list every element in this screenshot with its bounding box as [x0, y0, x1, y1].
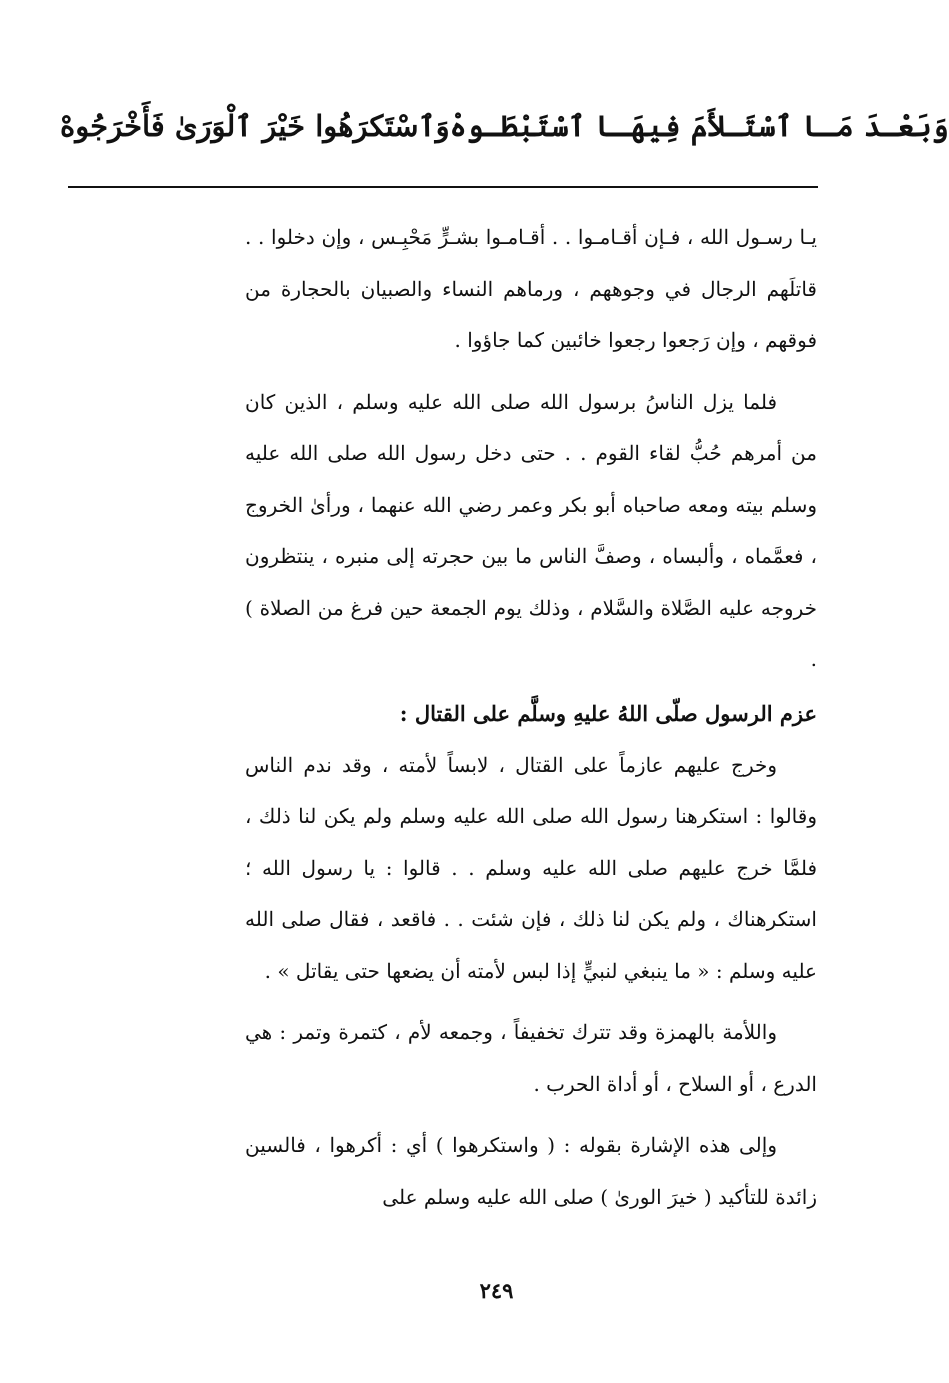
header-divider	[68, 186, 818, 188]
paragraph-5: وإلى هذه الإشارة بقوله : ( واستكرهوا ) أي : أكرهوا ، فالسين زائدة للتأكيد ( خيرَ الورىٰ ) صلى الله عليه وسلم على	[245, 1133, 817, 1209]
body-text	[245, 212, 817, 1223]
paragraph-4: واللأمة بالهمزة وقد تترك تخفيفاً ، وجمعه لأم ، كتمرة وتمر : هي الدرع ، أو السلاح ، أو أداة الحرب .	[245, 1020, 817, 1096]
verse-header	[60, 96, 949, 156]
verse-right-hemistich: وَٱسْتَكرَهُوا خَيْرَ ٱلْوَرَىٰ فَأَخْرَجُوهْ	[60, 109, 450, 143]
paragraph-2: فلما يزل الناسُ برسول الله صلى الله عليه وسلم ، الذين كان من أمرهم حُبُّ لقاء القوم . . حتى دخل رسول الله صلى الله عليه وسلم بيته ومعه صاحباه أبو بكر وعمر رضي الله عنهما ، ورأىٰ الخروج ، فعمَّماه ، وألبساه ، وصفَّ الناس ما بين حجرته إلى منبره ، ينتظرون خروجه عليه الصَّلاة والسَّلام ، وذلك يوم الجمعة حين فرغ من الصلاة ) .	[245, 389, 817, 671]
section-heading: عزم الرسول صلّى اللهُ عليهِ وسلَّم على القتال :	[399, 700, 817, 726]
verse-left-hemistich: وَبَعْـدَ مَـا ٱسْتَـلأَمَ فِيهَـا ٱسْتَبْطَـوهْ	[449, 109, 949, 143]
page-number: ٢٤٩	[479, 1278, 514, 1303]
paragraph-1: يـا رسـول الله ، فـإن أقـامـوا . . أقـامـوا بشـرٍّ مَحْبِـس ، وإن دخلوا . . قاتلَهم الرجال في وجوههم ، ورماهم النساء والصبيان بالحجارة من فوقهم ، وإن رَجعوا رجعوا خائبين كما جاؤوا .	[245, 225, 817, 352]
paragraph-3: وخرج عليهم عازماً على القتال ، لابساً لأمته ، وقد ندم الناس وقالوا : استكرهنا رسول الله صلى الله عليه وسلم ولم يكن لنا ذلك ، فلمَّا خرج عليهم صلى الله عليه وسلم . . قالوا : يا رسول الله ؛ استكرهناك ، ولم يكن لنا ذلك ، فإن شئت . . فاقعد ، فقال صلى الله عليه وسلم : « ما ينبغي لنبيٍّ إذا لبس لأمته أن يضعها حتى يقاتل » .	[245, 752, 817, 983]
